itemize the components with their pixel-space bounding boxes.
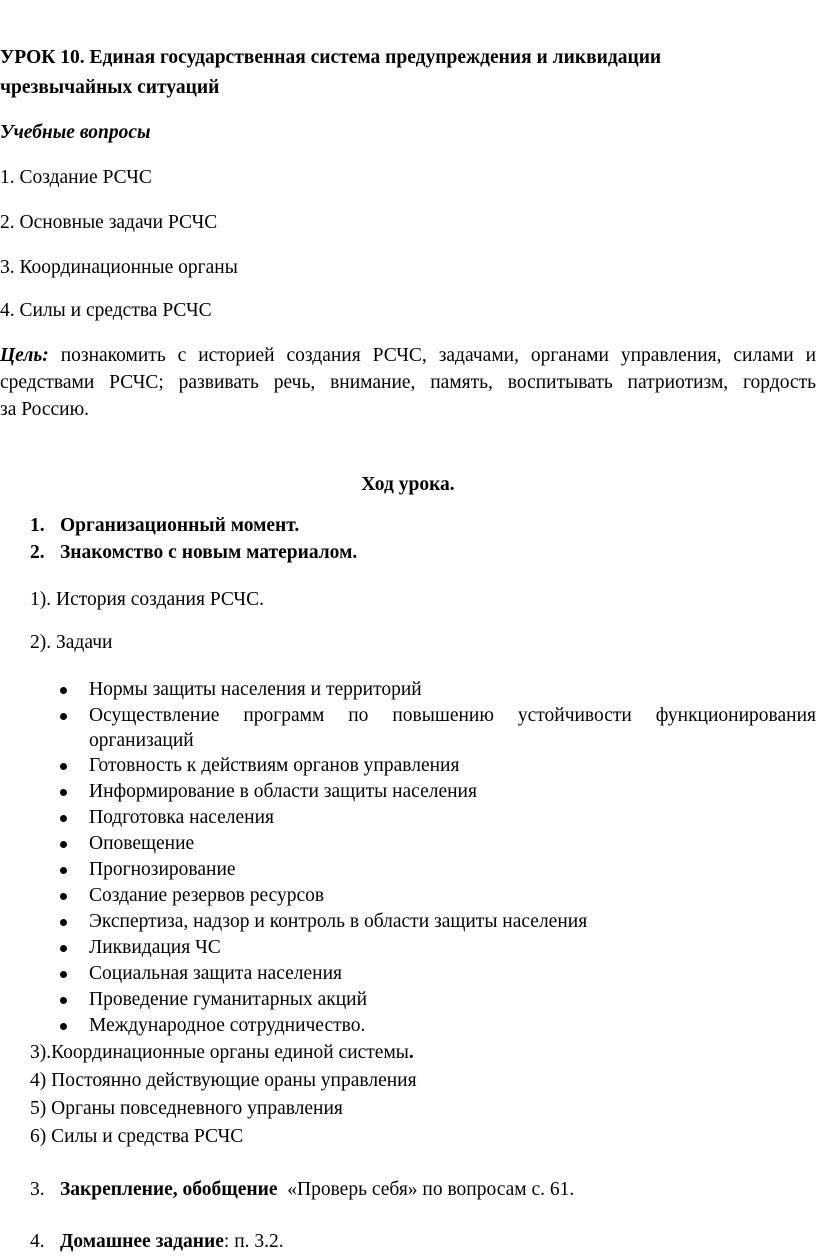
subsection-1: 1). История создания РСЧС.	[30, 589, 264, 610]
bullet-icon	[60, 713, 67, 720]
bullet-icon	[60, 815, 67, 822]
task-item: Подготовка населения	[89, 807, 274, 828]
subsection-2: 2). Задачи	[30, 632, 113, 653]
bullet-icon	[60, 945, 67, 952]
task-item: Прогнозирование	[89, 859, 236, 880]
task-item: Осуществление программ по повышению устойчивости функционирования	[89, 705, 816, 726]
stage-3-rest: «Проверь себя» по вопросам с. 61.	[287, 1179, 575, 1200]
subsection-3-text: 3).Координационные органы единой системы	[30, 1042, 409, 1063]
task-item: Нормы защиты населения и территорий	[89, 679, 422, 700]
goal-text-1: познакомить с историей создания РСЧС, задачами, органами управления, силами и	[60, 345, 816, 366]
questions-heading: Учебные вопросы	[0, 122, 151, 143]
bullet-icon	[60, 997, 67, 1004]
bullet-icon	[60, 893, 67, 900]
stage-3-number: 3.	[30, 1179, 45, 1200]
stage-4-rest: : п. 3.2.	[223, 1231, 284, 1252]
stage-3-bold: Закрепление, обобщение	[60, 1179, 278, 1200]
stage-2-text: Знакомство с новым материалом.	[60, 542, 358, 563]
goal-line1	[0, 343, 816, 369]
task-item: Информирование в области защиты населения	[89, 781, 477, 802]
stage-4-number: 4.	[30, 1231, 45, 1252]
stage-1-text: Организационный момент.	[60, 515, 300, 536]
subsection-6: 6) Силы и средства РСЧС	[30, 1126, 244, 1147]
bullet-icon	[60, 763, 67, 770]
stage-2-number: 2.	[30, 542, 45, 563]
subsection-3	[30, 1040, 414, 1066]
task-item: Социальная защита населения	[89, 963, 342, 984]
bullet-icon	[60, 687, 67, 694]
task-item: Создание резервов ресурсов	[89, 885, 325, 906]
question-item: 4. Силы и средства РСЧС	[0, 300, 212, 321]
bullet-icon	[60, 919, 67, 926]
stage-3	[60, 1177, 574, 1203]
goal-label: Цель:	[0, 345, 49, 366]
task-item: Проведение гуманитарных акций	[89, 989, 368, 1010]
question-item: 1. Создание РСЧС	[0, 167, 152, 188]
lesson-heading: Ход урока.	[361, 474, 455, 495]
goal-line2: средствами РСЧС; развивать речь, внимание, память, воспитывать патриотизм, гордость	[0, 372, 816, 393]
stage-4-bold: Домашнее задание	[60, 1231, 224, 1252]
bullet-icon	[60, 971, 67, 978]
stage-4	[60, 1229, 284, 1255]
task-item-continuation: организаций	[89, 730, 194, 751]
task-item: Экспертиза, надзор и контроль в области защиты населения	[89, 911, 588, 932]
question-item: 2. Основные задачи РСЧС	[0, 212, 218, 233]
lesson-title-line2: чрезвычайных ситуаций	[0, 77, 220, 98]
subsection-3-dot: .	[408, 1042, 414, 1063]
lesson-title-line1: УРОК 10. Единая государственная система предупреждения и ликвидации	[0, 47, 662, 68]
task-item: Ликвидация ЧС	[89, 937, 221, 958]
goal-line3: за Россию.	[0, 399, 90, 420]
question-item: 3. Координационные органы	[0, 257, 238, 278]
bullet-icon	[60, 867, 67, 874]
bullet-icon	[60, 789, 67, 796]
subsection-5: 5) Органы повседневного управления	[30, 1098, 343, 1119]
subsection-4: 4) Постоянно действующие ораны управления	[30, 1070, 417, 1091]
stage-1-number: 1.	[30, 515, 45, 536]
bullet-icon	[60, 841, 67, 848]
task-item: Международное сотрудничество.	[89, 1015, 366, 1036]
task-item: Готовность к действиям органов управления	[89, 755, 460, 776]
bullet-icon	[60, 1023, 67, 1030]
task-item: Оповещение	[89, 833, 195, 854]
